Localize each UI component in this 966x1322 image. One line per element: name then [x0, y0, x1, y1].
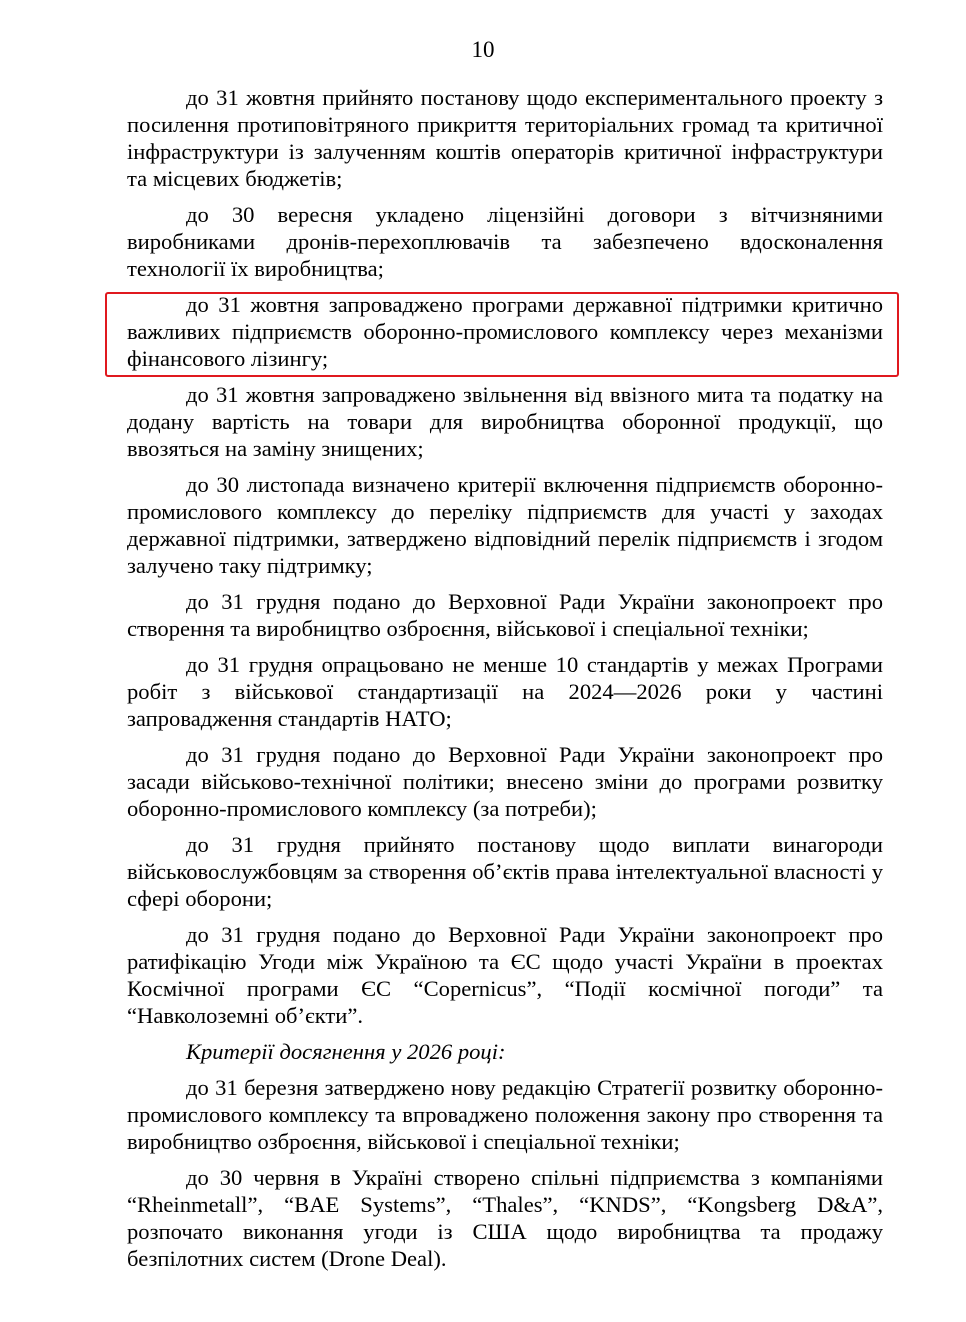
section-heading-2026: Критерії досягнення у 2026 році:	[186, 1039, 506, 1064]
paragraph-ip-rewards: до 31 грудня прийнято постанову щодо виплати винагороди військовослужбовцям за створення об’єктів права інтелектуальної власності у сфері оборони;	[127, 832, 883, 911]
paragraph-import-duty-exemption: до 31 жовтня запроваджено звільнення від ввізного мита та податку на додану вартість на товари для виробництва оборонної продукції, що ввозяться на заміну знищених;	[127, 382, 883, 461]
paragraph-support-criteria: до 30 листопада визначено критерії включення підприємств оборонно-промислового комплексу до переліку підприємств для участі у заходах державної підтримки, затверджено відповідний перелік підприємств і згодом залучено таку підтримку;	[127, 472, 883, 578]
page-number: 10	[471, 37, 495, 62]
paragraph-weapons-production-bill: до 31 грудня подано до Верховної Ради України законопроект про створення та виробництво озброєння, військової і спеціальної техніки;	[127, 589, 883, 641]
paragraph-strategy-update: до 31 березня затверджено нову редакцію Стратегії розвитку оборонно-промислового комплексу та впроваджено положення закону про створення та виробництво озброєння, військової і спеціальної техніки;	[127, 1075, 883, 1154]
paragraph-eu-space-programme: до 31 грудня подано до Верховної Ради України законопроект про ратифікацію Угоди між Україною та ЄС щодо участі України в проектах Космічної програми ЄС “Copernicus”, “Події космічної погоди” та “Навколоземні об’єкти”.	[127, 922, 883, 1028]
paragraph-nato-standards: до 31 грудня опрацьовано не менше 10 стандартів у межах Програми робіт з військової стандартизації на 2024—2026 роки у частині запровадження стандартів НАТО;	[127, 652, 883, 731]
document-body	[127, 84, 883, 1281]
paragraph-military-technical-policy: до 31 грудня подано до Верховної Ради України законопроект про засади військово-технічної політики; внесено зміни до програми розвитку оборонно-промислового комплексу (за потреби);	[127, 742, 883, 821]
paragraph-financial-leasing: до 31 жовтня запроваджено програми державної підтримки критично важливих підприємств оборонно-промислового комплексу через механізми фінансового лізингу;	[127, 292, 883, 371]
paragraph-air-defense-pilot: до 31 жовтня прийнято постанову щодо експериментального проекту з посилення протиповітряного прикриття територіальних громад та критичної інфраструктури із залученням коштів операторів критичної інфраструктури та місцевих бюджетів;	[127, 85, 883, 191]
paragraph-joint-ventures: до 30 червня в Україні створено спільні підприємства з компаніями “Rheinmetall”, “BAE Systems”, “Thales”, “KNDS”, “Kongsberg D&A”, розпочато виконання угоди із США щодо виробництва та продажу безпілотних систем (Drone Deal).	[127, 1165, 883, 1271]
paragraph-interceptor-drones: до 30 вересня укладено ліцензійні договори з вітчизняними виробниками дронів-перехоплювачів та забезпечено вдосконалення технології їх виробництва;	[127, 202, 883, 281]
